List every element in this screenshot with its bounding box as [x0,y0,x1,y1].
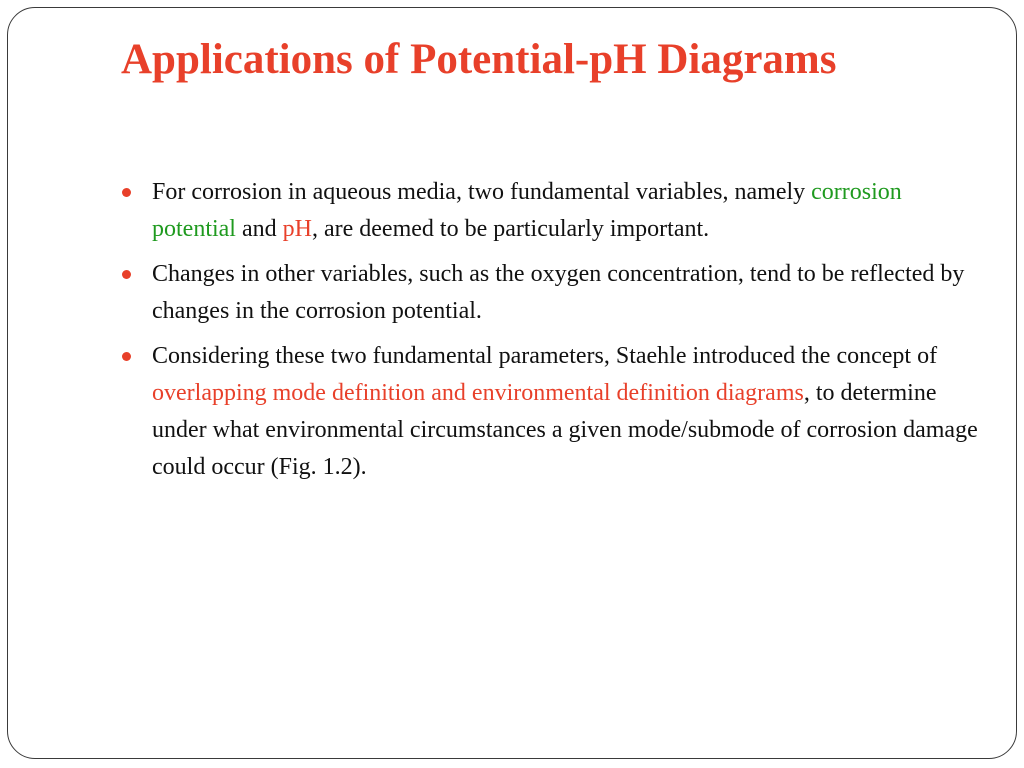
highlight-corrosion-potential: corrosion potential [152,179,902,242]
slide-title: Applications of Potential-pH Diagrams [121,36,837,83]
bullet-dot-icon [122,188,131,197]
bullet-list [152,174,982,494]
bullet-item [152,174,982,248]
bullet-text-3b: , to determine under what environmental circumstances a given mode/submode of corrosion damage could occur (Fig. 1.2). [152,380,978,480]
bullet-text-1a: For corrosion in aqueous media, two fundamental variables, namely [152,179,812,205]
bullet-text-2: Changes in other variables, such as the oxygen concentration, tend to be reflected by changes in the corrosion potential. [152,261,965,324]
slide-frame [7,7,1017,759]
bullet-dot-icon [122,352,131,361]
highlight-ph: pH [282,216,312,242]
bullet-dot-icon [122,270,131,279]
bullet-text-3a: Considering these two fundamental parameters, Staehle introduced the concept of [152,343,938,369]
highlight-diagrams-concept: overlapping mode definition and environmental definition diagrams [152,380,804,406]
bullet-text-1b: and [235,216,283,242]
bullet-text-1c: , are deemed to be particularly important. [311,216,710,242]
bullet-item [152,256,982,330]
bullet-item [152,338,982,486]
